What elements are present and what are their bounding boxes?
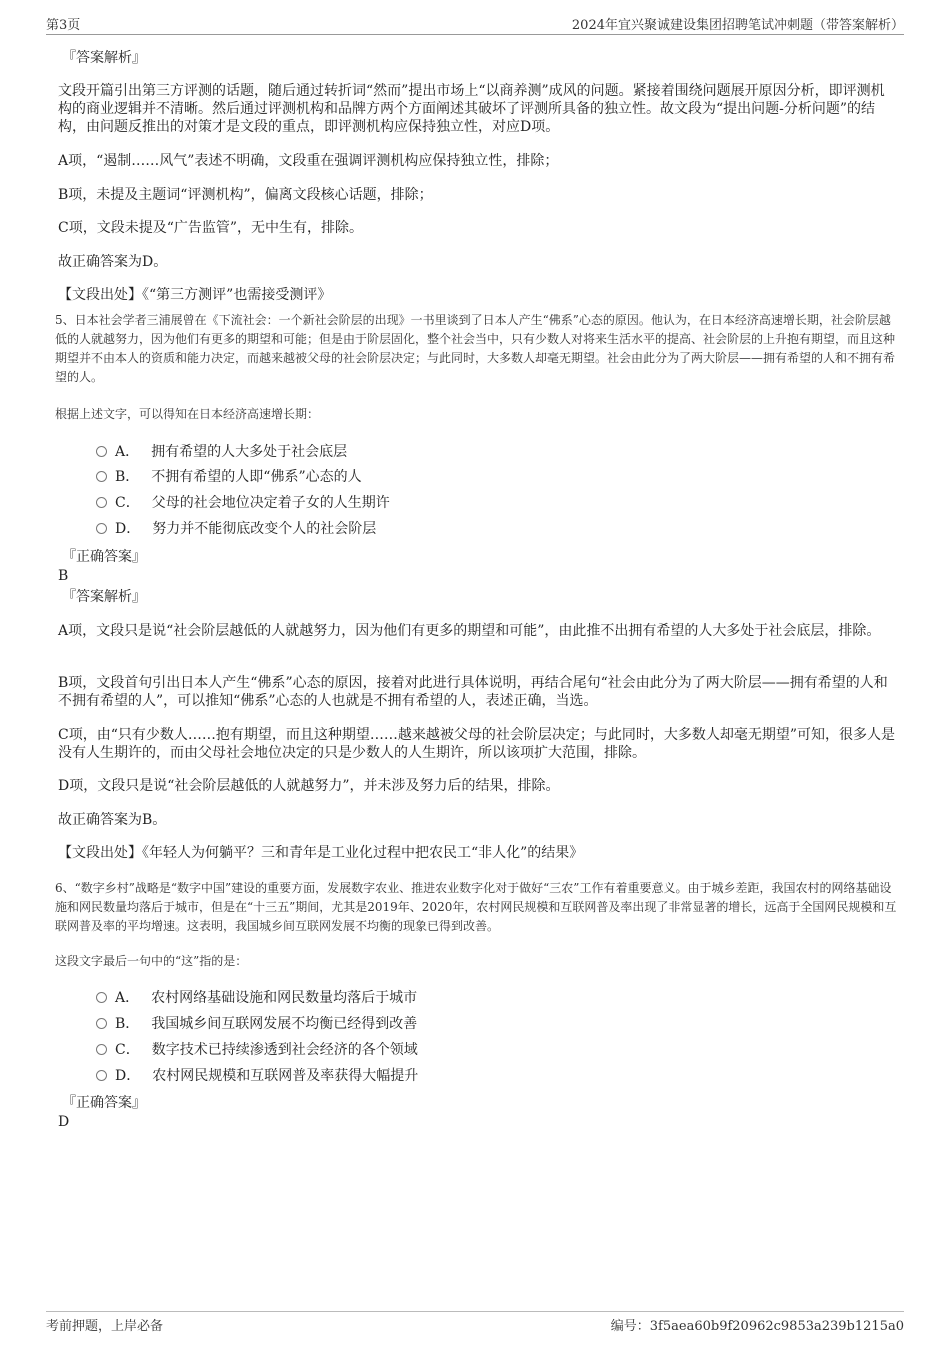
radio-button[interactable] [96,992,107,1003]
q5-answer: B [58,568,69,584]
q4-option-c-analysis: C项，文段未提及“广告监管”，无中生有，排除。 [58,220,364,236]
q6-option-a[interactable]: A． 农村网络基础设施和网民数量均落后于城市 [96,989,417,1007]
page-footer [46,1311,904,1335]
q5-conclusion: 故正确答案为B。 [58,812,167,828]
q6-answer-label: 『正确答案』 [62,1095,146,1111]
q5-option-a[interactable]: A． 拥有希望的人大多处于社会底层 [96,443,347,461]
q6-option-c[interactable]: C． 数字技术已持续渗透到社会经济的各个领域 [96,1041,418,1059]
radio-button[interactable] [96,1070,107,1081]
radio-button[interactable] [96,1044,107,1055]
q4-conclusion: 故正确答案为D。 [58,254,168,270]
radio-button[interactable] [96,1018,107,1029]
q6-option-d[interactable]: D． 农村网民规模和互联网普及率获得大幅提升 [96,1067,418,1085]
radio-button[interactable] [96,523,107,534]
q5-answer-label: 『正确答案』 [62,549,146,565]
q5-option-c[interactable]: C． 父母的社会地位决定着子女的人生期许 [96,494,390,512]
q5-option-b[interactable]: B． 不拥有希望的人即“佛系”心态的人 [96,468,362,486]
document-title: 2024年宜兴聚诚建设集团招聘笔试冲刺题（带答案解析） [571,18,904,33]
q6-question: 这段文字最后一句中的“这”指的是： [55,954,248,968]
q6-stem: 6、“数字乡村”战略是“数字中国”建设的重要方面，发展数字农业、推进农业数字化对于做好“三农”工作有着重要意义。由于城乡差距，我国农村的网络基础设施和网民数量均落后于城市，但是在“十三五”期间，尤其是2019年、2020年，农村网民规模和互联网普及率出现了非常显著的增长，远高于全国网民规模和互联网普及率的平均增速。这表明，我国城乡间互联网发展不均衡的现象已得到改善。 [55,881,897,933]
radio-button[interactable] [96,471,107,482]
document-id: 编号：3f5aea60b9f20962c9853a239b1215a0 [610,1319,904,1334]
page-number: 第3页 [46,18,81,33]
footer-slogan: 考前押题，上岸必备 [46,1319,164,1334]
q4-source: 【文段出处】《“第三方测评”也需接受测评》 [58,287,332,303]
radio-button[interactable] [96,446,107,457]
q4-option-b-analysis: B项，未提及主题词“评测机构”，偏离文段核心话题，排除； [58,187,433,203]
q6-option-b[interactable]: B． 我国城乡间互联网发展不均衡已经得到改善 [96,1015,417,1033]
q5-stem: 5、日本社会学者三浦展曾在《下流社会：一个新社会阶层的出现》一书里谈到了日本人产生“佛系”心态的原因。他认为，在日本经济高速增长期，社会阶层越低的人就越努力，因为他们有更多的期望和可能；但是由于阶层固化，整个社会当中，只有少数人对将来生活水平的提高、社会阶层的上升抱有期望，而且这种期望并不由本人的资质和能力决定，而越来越被父母的社会阶层决定；与此同时，大多数人却毫无期望。社会由此分为了两大阶层——拥有希望的人和不拥有希望的人。 [55,313,896,384]
q6-answer: D [58,1114,70,1130]
q5-analysis-label: 『答案解析』 [62,589,146,605]
q5-option-d-analysis: D项，文段只是说“社会阶层越低的人就越努力”，并未涉及努力后的结果，排除。 [58,778,560,794]
page-header [46,14,904,35]
q4-analysis-text: 文段开篇引出第三方评测的话题，随后通过转折词“然而”提出市场上“以商养测”成风的问题。紧接着围绕问题展开原因分析，即评测机构的商业逻辑并不清晰。然后通过评测机构和品牌方两个方面阐述其破坏了评测所具备的独立性。故文段为“提出问题-分析问题”的结构，由问题反推出的对策才是文段的重点，即评测机构应保持独立性，对应D项。 [58,83,885,135]
radio-button[interactable] [96,497,107,508]
q4-option-a-analysis: A项，“遏制……风气”表述不明确，文段重在强调评测机构应保持独立性，排除； [58,153,559,169]
q5-option-d[interactable]: D． 努力并不能彻底改变个人的社会阶层 [96,520,376,538]
q5-option-b-analysis: B项，文段首句引出日本人产生“佛系”心态的原因，接着对此进行具体说明，再结合尾句“社会由此分为了两大阶层——拥有希望的人和不拥有希望的人”，可以推知“佛系”心态的人也就是不拥有希望的人，表述正确，当选。 [58,675,888,709]
q5-option-a-analysis: A项，文段只是说“社会阶层越低的人就越努力，因为他们有更多的期望和可能”，由此推不出拥有希望的人大多处于社会底层，排除。 [58,623,881,639]
q5-source: 【文段出处】《年轻人为何躺平？三和青年是工业化过程中把农民工“非人化”的结果》 [58,845,584,861]
q4-analysis-label: 『答案解析』 [62,50,146,66]
q5-question: 根据上述文字，可以得知在日本经济高速增长期： [55,407,320,421]
q5-option-c-analysis: C项，由“只有少数人……抱有期望，而且这种期望……越来越被父母的社会阶层决定；与此同时，大多数人却毫无期望”可知，很多人是没有人生期许的，而由父母社会地位决定的只是少数人的人生期许，所以该项扩大范围，排除。 [58,727,896,761]
